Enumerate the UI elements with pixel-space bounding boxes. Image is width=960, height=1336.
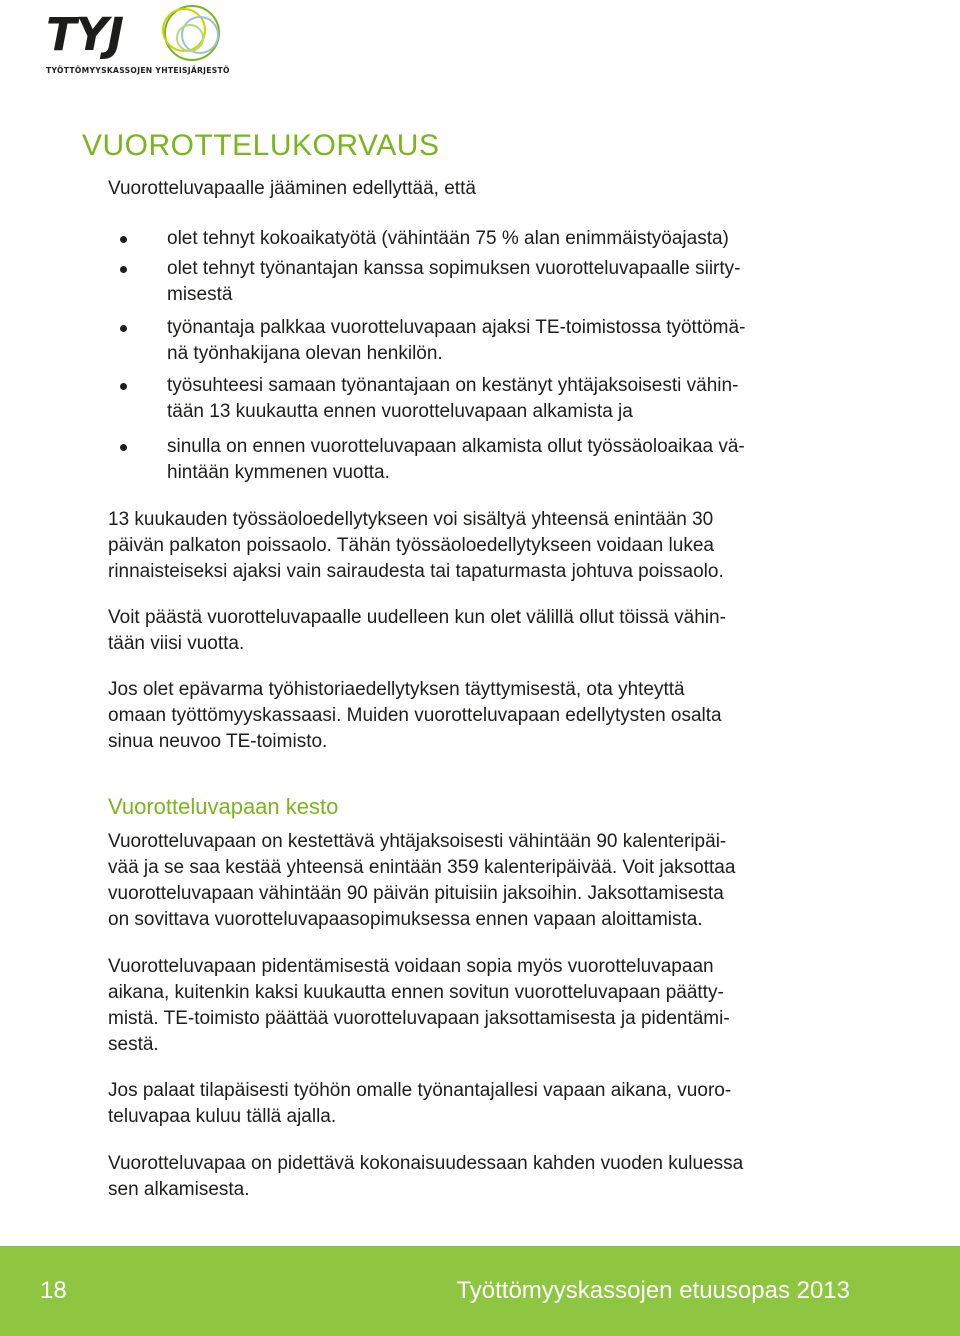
text-line: mistä. TE-toimisto päättää vuorotteluvapaan jaksottamisesta ja pidentämi-	[108, 1008, 730, 1029]
paragraph	[108, 1078, 868, 1130]
text-line: sinulla on ennen vuorotteluvapaan alkamista ollut työssäoloaikaa vä-	[167, 436, 745, 457]
bullet-icon	[120, 266, 127, 273]
text-line: päivän palkaton poissaolo. Tähän työssäoloedellytykseen voidaan lukea	[108, 535, 714, 556]
text-line: Voit päästä vuorotteluvapaalle uudelleen kun olet välillä ollut töissä vähin-	[108, 607, 726, 628]
text-line: on sovittava vuorotteluvapaasopimuksessa ennen vapaan aloittamista.	[108, 909, 703, 930]
text-line: olet tehnyt työnantajan kanssa sopimuksen vuorotteluvapaalle siirty-	[167, 258, 741, 279]
list-item-text	[167, 373, 867, 425]
paragraph	[108, 1151, 868, 1203]
text-line: misestä	[167, 284, 233, 305]
text-line: Vuorotteluvapaan on kestettävä yhtäjaksoisesti vähintään 90 kalenteripäi-	[108, 831, 727, 852]
text-line: 13 kuukauden työssäoloedellytykseen voi sisältyä yhteensä enintään 30	[108, 509, 714, 530]
bullet-icon	[120, 236, 127, 243]
list-item-text	[167, 256, 867, 308]
text-line: aikana, kuitenkin kaksi kuukautta ennen sovitun vuorotteluvapaan päätty-	[108, 982, 724, 1003]
text-line: vuorotteluvapaan vähintään 90 päivän pituisiin jaksoihin. Jaksottamisesta	[108, 883, 724, 904]
list-item-text	[167, 434, 867, 486]
text-line: sinua neuvoo TE-toimisto.	[108, 731, 328, 752]
logo-rings-icon	[140, 0, 250, 66]
section-heading: Vuorotteluvapaan kesto	[108, 794, 339, 819]
paragraph	[108, 605, 868, 657]
list-item-text	[167, 226, 867, 252]
text-line: tään viisi vuotta.	[108, 633, 245, 654]
text-line: omaan työttömyyskassaasi. Muiden vuorotteluvapaan edellytysten osalta	[108, 705, 722, 726]
text-line: työsuhteesi samaan työnantajaan on kestänyt yhtäjaksoisesti vähin-	[167, 375, 739, 396]
text-line: Vuorotteluvapaa on pidettävä kokonaisuudessaan kahden vuoden kuluessa	[108, 1153, 744, 1174]
page-footer	[0, 1246, 960, 1336]
bullet-icon	[120, 444, 127, 451]
logo-subtitle: TYÖTTÖMYYSKASSOJEN YHTEISJÄRJESTÖ	[46, 66, 230, 75]
text-line: sestä.	[108, 1034, 159, 1055]
publication-title: Työttömyyskassojen etuusopas 2013	[456, 1277, 850, 1304]
text-line: olet tehnyt kokoaikatyötä (vähintään 75 % alan enimmäistyöajasta)	[167, 228, 729, 249]
text-line: nä työnhakijana olevan henkilön.	[167, 343, 443, 364]
list-item-text	[167, 315, 867, 367]
text-line: tään 13 kuukautta ennen vuorotteluvapaan alkamista ja	[167, 401, 633, 422]
paragraph	[108, 829, 868, 933]
text-line: Jos palaat tilapäisesti työhön omalle työnantajallesi vapaan aikana, vuoro-	[108, 1080, 732, 1101]
paragraph	[108, 677, 868, 755]
paragraph	[108, 507, 868, 585]
bullet-icon	[120, 325, 127, 332]
tyj-logo	[44, 0, 244, 82]
intro-text: Vuorotteluvapaalle jääminen edellyttää, että	[108, 178, 476, 199]
text-line: Jos olet epävarma työhistoriaedellytyksen täyttymisestä, ota yhteyttä	[108, 679, 685, 700]
text-line: työnantaja palkkaa vuorotteluvapaan ajaksi TE-toimistossa työttömä-	[167, 317, 746, 338]
page-number: 18	[40, 1277, 67, 1304]
paragraph	[108, 954, 868, 1058]
text-line: teluvapaa kuluu tällä ajalla.	[108, 1106, 337, 1127]
text-line: Vuorotteluvapaan pidentämisestä voidaan sopia myös vuorotteluvapaan	[108, 956, 714, 977]
logo-wordmark: TYJ	[46, 8, 124, 61]
text-line: vää ja se saa kestää yhteensä enintään 359 kalenteripäivää. Voit jaksottaa	[108, 857, 736, 878]
page-title: VUOROTTELUKORVAUS	[82, 129, 440, 162]
text-line: hintään kymmenen vuotta.	[167, 462, 390, 483]
bullet-icon	[120, 383, 127, 390]
text-line: rinnaisteiseksi ajaksi vain sairaudesta tai tapaturmasta johtuva poissaolo.	[108, 561, 724, 582]
text-line: sen alkamisesta.	[108, 1179, 250, 1200]
